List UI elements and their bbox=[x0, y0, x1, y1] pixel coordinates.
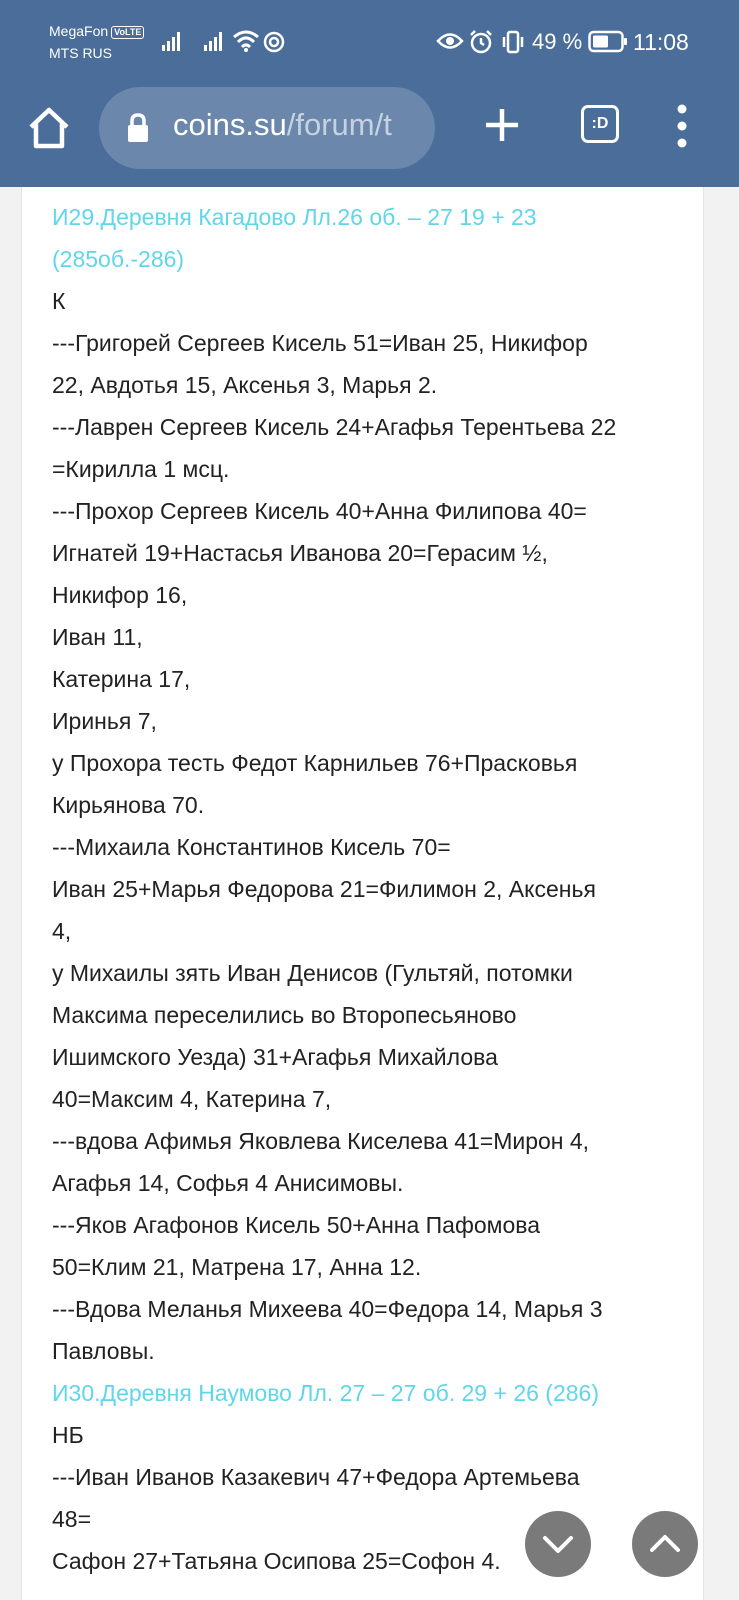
volte-badge: VoLTE bbox=[111, 26, 144, 39]
eye-icon bbox=[436, 30, 464, 52]
scroll-up-button[interactable] bbox=[632, 1511, 698, 1577]
battery-percentage: 49 % bbox=[532, 29, 583, 54]
text-line: Максима переселились во Второпесьяново bbox=[52, 1002, 517, 1028]
text-line: 40=Максим 4, Катерина 7, bbox=[52, 1086, 332, 1112]
text-line: Иван 11, bbox=[52, 624, 143, 650]
section-heading[interactable]: (285об.-286) bbox=[52, 246, 185, 272]
text-line: НБ bbox=[52, 1422, 84, 1448]
carrier-2: MTS RUS bbox=[49, 45, 112, 61]
chevron-down-icon bbox=[540, 1526, 576, 1562]
url-domain: coins.su bbox=[173, 107, 287, 142]
clock: 11:08 bbox=[633, 29, 689, 55]
carrier-1 bbox=[49, 23, 144, 39]
text-line: Иван 25+Марья Федорова 21=Филимон 2, Аксенья bbox=[52, 876, 596, 902]
text-line: у Прохора тесть Федот Карнильев 76+Прасковья bbox=[52, 750, 578, 776]
text-line: Сафон 27+Татьяна Осипова 25=Софон 4. bbox=[52, 1548, 501, 1574]
vibrate-icon bbox=[500, 29, 526, 55]
text-line: Иринья 7, bbox=[52, 708, 157, 734]
signal-icon bbox=[162, 30, 184, 52]
text-line: =Кирилла 1 мсц. bbox=[52, 456, 230, 482]
browser-chrome bbox=[0, 0, 739, 187]
forum-post bbox=[21, 140, 704, 1600]
address-bar[interactable] bbox=[99, 87, 435, 169]
text-line: Агафья 14, Софья 4 Анисимовы. bbox=[52, 1170, 404, 1196]
alarm-icon bbox=[468, 29, 494, 55]
section-heading[interactable]: И30.Деревня Наумово Лл. 27 – 27 об. 29 + 26 (286) bbox=[52, 1380, 599, 1406]
text-line: Игнатей 19+Настасья Иванова 20=Герасим ½, bbox=[52, 540, 548, 566]
text-line: ---вдова Афимья Яковлева Киселева 41=Мирон 4, bbox=[52, 1128, 590, 1154]
lock-icon bbox=[127, 113, 149, 143]
text-line: ---Яков Агафонов Кисель 50+Анна Пафомова bbox=[52, 1212, 541, 1238]
home-button[interactable] bbox=[26, 105, 72, 151]
carrier-1-name: MegaFon bbox=[49, 23, 109, 39]
text-line: Кирьянова 70. bbox=[52, 792, 205, 818]
text-line: К bbox=[52, 288, 66, 314]
signal-icon bbox=[204, 30, 226, 52]
browser-toolbar bbox=[0, 85, 739, 173]
text-line: 50=Клим 21, Матрена 17, Анна 12. bbox=[52, 1254, 422, 1280]
text-line: Ишимского Уезда) 31+Агафья Михайлова bbox=[52, 1044, 498, 1070]
text-line: ---Вдова Меланья Михеева 40=Федора 14, Марья 3 bbox=[52, 1296, 603, 1322]
text-line: ---Михаила Константинов Кисель 70= bbox=[52, 834, 451, 860]
text-line: ---Иван Иванов Казакевич 47+Федора Артемьева bbox=[52, 1464, 580, 1490]
text-line: 48= bbox=[52, 1506, 92, 1532]
tabs-button[interactable]: :D bbox=[581, 105, 619, 143]
text-line: Никифор 16, bbox=[52, 582, 188, 608]
status-bar bbox=[0, 0, 739, 80]
text-line: Павловы. bbox=[52, 1338, 155, 1364]
text-line: ---Лаврен Сергеев Кисель 24+Агафья Терентьева 22 bbox=[52, 414, 617, 440]
scroll-down-button[interactable] bbox=[525, 1511, 591, 1577]
text-line: ---Григорей Сергеев Кисель 51=Иван 25, Никифор bbox=[52, 330, 588, 356]
text-line: Катерина 17, bbox=[52, 666, 191, 692]
text-line: 4, bbox=[52, 918, 72, 944]
text-line: у Михаилы зять Иван Денисов (Гультяй, потомки bbox=[52, 960, 573, 986]
new-tab-button[interactable] bbox=[483, 106, 521, 144]
chevron-up-icon bbox=[647, 1526, 683, 1562]
at-icon bbox=[262, 30, 286, 54]
text-line: 22, Авдотья 15, Аксенья 3, Марья 2. bbox=[52, 372, 438, 398]
battery-icon bbox=[588, 30, 628, 54]
wifi-icon bbox=[232, 29, 260, 53]
url-path: /forum/t bbox=[286, 107, 392, 142]
section-heading[interactable]: И29.Деревня Кагадово Лл.26 об. – 27 19 + 23 bbox=[52, 204, 537, 230]
url-text bbox=[173, 107, 392, 143]
text-line: ---Прохор Сергеев Кисель 40+Анна Филипова 40= bbox=[52, 498, 587, 524]
menu-icon[interactable] bbox=[670, 103, 694, 149]
